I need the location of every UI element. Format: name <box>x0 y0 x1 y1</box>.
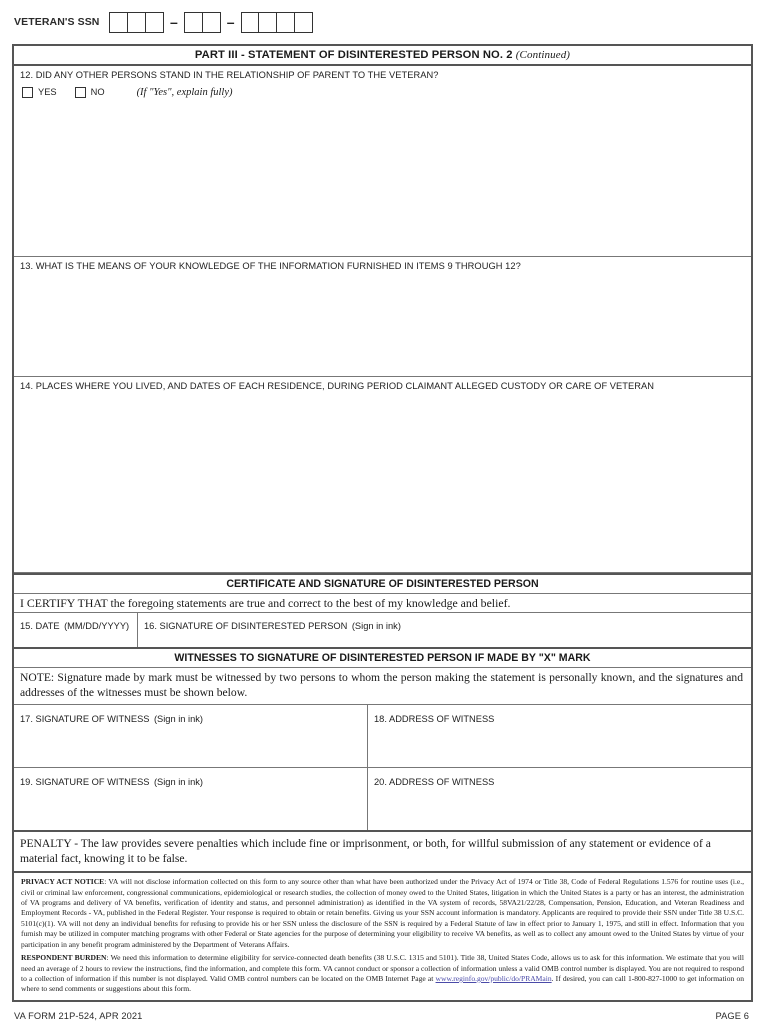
item-16-hint: (Sign in ink) <box>351 621 401 632</box>
page-footer <box>12 1002 753 1021</box>
item-16-signature-cell[interactable] <box>138 613 751 647</box>
part-iii-header <box>14 46 751 66</box>
ssn-box[interactable] <box>258 12 277 33</box>
part-iii-title: PART III - STATEMENT OF DISINTERESTED PERSON NO. 2 <box>194 49 513 61</box>
ssn-group-area <box>109 12 312 33</box>
certify-statement: I CERTIFY THAT the foregoing statements are true and correct to the best of my knowledge and belief. <box>14 594 751 613</box>
certificate-heading: CERTIFICATE AND SIGNATURE OF DISINTERESTED PERSON <box>14 573 751 594</box>
item-14-label: 14. PLACES WHERE YOU LIVED, AND DATES OF EACH RESIDENCE, DURING PERIOD CLAIMANT ALLEGED CUSTODY OR CARE OF VETERAN <box>20 381 655 391</box>
item-16-label: 16. SIGNATURE OF DISINTERESTED PERSON <box>144 621 348 632</box>
witness-note: NOTE: Signature made by mark must be witnessed by two persons to whom the person making the statement is personally known, and the signatures and addresses of the witnesses must be shown below. <box>14 668 751 705</box>
ssn-group-1 <box>109 12 163 33</box>
form-id-label: VA FORM 21P-524, APR 2021 <box>14 1010 143 1021</box>
privacy-act-heading: PRIVACY ACT NOTICE <box>21 877 105 887</box>
part-iii-continued: (Continued) <box>515 49 571 61</box>
ssn-box[interactable] <box>276 12 295 33</box>
item-17-label: 17. SIGNATURE OF WITNESS <box>20 714 150 725</box>
item-17-hint: (Sign in ink) <box>153 714 204 725</box>
penalty-notice: PENALTY - The law provides severe penalties which include fine or imprisonment, or both, for willful submission of any statement or evidence of a material fact, knowing it to be false. <box>20 837 711 866</box>
pra-main-link[interactable]: www.reginfo.gov/public/do/PRAMain <box>435 973 552 983</box>
ssn-box[interactable] <box>202 12 221 33</box>
item-12-yes-label: YES <box>38 87 57 98</box>
date-signature-row <box>14 613 751 649</box>
ssn-separator: – <box>169 13 178 30</box>
item-12-choices <box>14 82 751 98</box>
item-12-no-checkbox[interactable] <box>75 87 86 98</box>
item-18-label: 18. ADDRESS OF WITNESS <box>374 714 495 725</box>
ssn-box[interactable] <box>109 12 128 33</box>
item-15-date-cell[interactable] <box>14 613 138 647</box>
form-body <box>12 44 753 873</box>
item-13-block[interactable] <box>14 257 751 377</box>
page-number-label: PAGE 6 <box>715 1010 749 1021</box>
respondent-burden-text-after: . If desired, you can call 1-800-827-1000 to get information on where to send comments or suggestions about this form. <box>21 973 744 994</box>
item-19-signature-cell[interactable] <box>14 768 368 830</box>
item-20-address-cell[interactable] <box>368 768 751 830</box>
item-12-block[interactable] <box>14 66 751 257</box>
ssn-group-3 <box>241 12 313 33</box>
fineprint-box <box>12 873 753 1001</box>
veteran-ssn-label: VETERAN'S SSN <box>14 16 100 28</box>
witness-heading: WITNESSES TO SIGNATURE OF DISINTERESTED PERSON IF MADE BY "X" MARK <box>14 649 751 668</box>
ssn-box[interactable] <box>127 12 146 33</box>
privacy-act-notice <box>21 877 744 950</box>
item-12-yes-checkbox[interactable] <box>22 87 33 98</box>
item-20-label: 20. ADDRESS OF WITNESS <box>374 777 495 788</box>
ssn-box[interactable] <box>145 12 164 33</box>
item-18-address-cell[interactable] <box>368 705 751 767</box>
item-12-hint: (If "Yes", explain fully) <box>136 86 233 98</box>
ssn-separator: – <box>226 13 235 30</box>
ssn-box[interactable] <box>294 12 313 33</box>
item-12-no-label: NO <box>90 87 105 98</box>
item-17-signature-cell[interactable] <box>14 705 368 767</box>
item-13-label: 13. WHAT IS THE MEANS OF YOUR KNOWLEDGE OF THE INFORMATION FURNISHED IN ITEMS 9 THROUGH 12? <box>20 261 521 271</box>
ssn-box[interactable] <box>241 12 260 33</box>
item-19-hint: (Sign in ink) <box>153 777 204 788</box>
item-15-label: 15. DATE <box>20 621 60 632</box>
veteran-ssn-row <box>12 0 753 44</box>
privacy-act-text: : VA will not disclose information collected on this form to any source other than what have been authorized under the Privacy Act of 1974 or Title 38, Code of Federal Regulations 1.576 for routine uses (i.e., civil or criminal law enforcement, congressional communications, epidemiological or research studies, the collection of money owed to the United States, litigation in which the United States is a party or has an interest, the administration of VA programs and delivery of VA benefits, verification of identity and status, and personnel administration) as identified in the VA system of records, 58VA21/22/28, Compensation, Pension, Education, and Veteran Readiness and Employment Records - VA, published in the Federal Register. Your response is required to obtain or retain benefits. Giving us your SSN account information is mandatory. Applicants are required to provide their SSN under Title 38 U.S.C. 5101(c)(1). VA will not deny an individual benefits for refusing to provide his or her SSN unless the disclosure of the SSN is required by a Federal Statute of law in effect prior to January 1, 1975, and still in effect. Information that you furnish may be utilized in computer matching programs with other Federal or State agencies for the purpose of determining your eligibility to receive VA benefits, as well as to collect any amount owed to the United States by virtue of your participation in any benefit program administered by the Department of Veterans Affairs. <box>21 877 744 949</box>
item-19-label: 19. SIGNATURE OF WITNESS <box>20 777 150 788</box>
witness-row-2 <box>14 768 751 832</box>
item-12-label: 12. DID ANY OTHER PERSONS STAND IN THE RELATIONSHIP OF PARENT TO THE VETERAN? <box>20 70 439 80</box>
respondent-burden-text-before: : We need this information to determine eligibility for service-connected death benefits (38 U.S.C. 1315 and 5101). Title 38, United States Code, allows us to ask for this information. We estimate that you will need an average of 2 hours to review the instructions, find the information, and complete this form. VA cannot conduct or sponsor a collection of information unless a valid OMB control number is displayed. You are not required to respond to a collection of information if this number is not displayed. Valid OMB control numbers can be located on the OMB Internet Page at <box>21 953 744 983</box>
respondent-burden-notice <box>21 953 744 995</box>
respondent-burden-heading: RESPONDENT BURDEN <box>21 953 107 963</box>
item-15-format: (MM/DD/YYYY) <box>64 621 130 632</box>
ssn-group-2 <box>184 12 221 33</box>
witness-row-1 <box>14 705 751 768</box>
item-14-block[interactable] <box>14 377 751 573</box>
ssn-box[interactable] <box>184 12 203 33</box>
